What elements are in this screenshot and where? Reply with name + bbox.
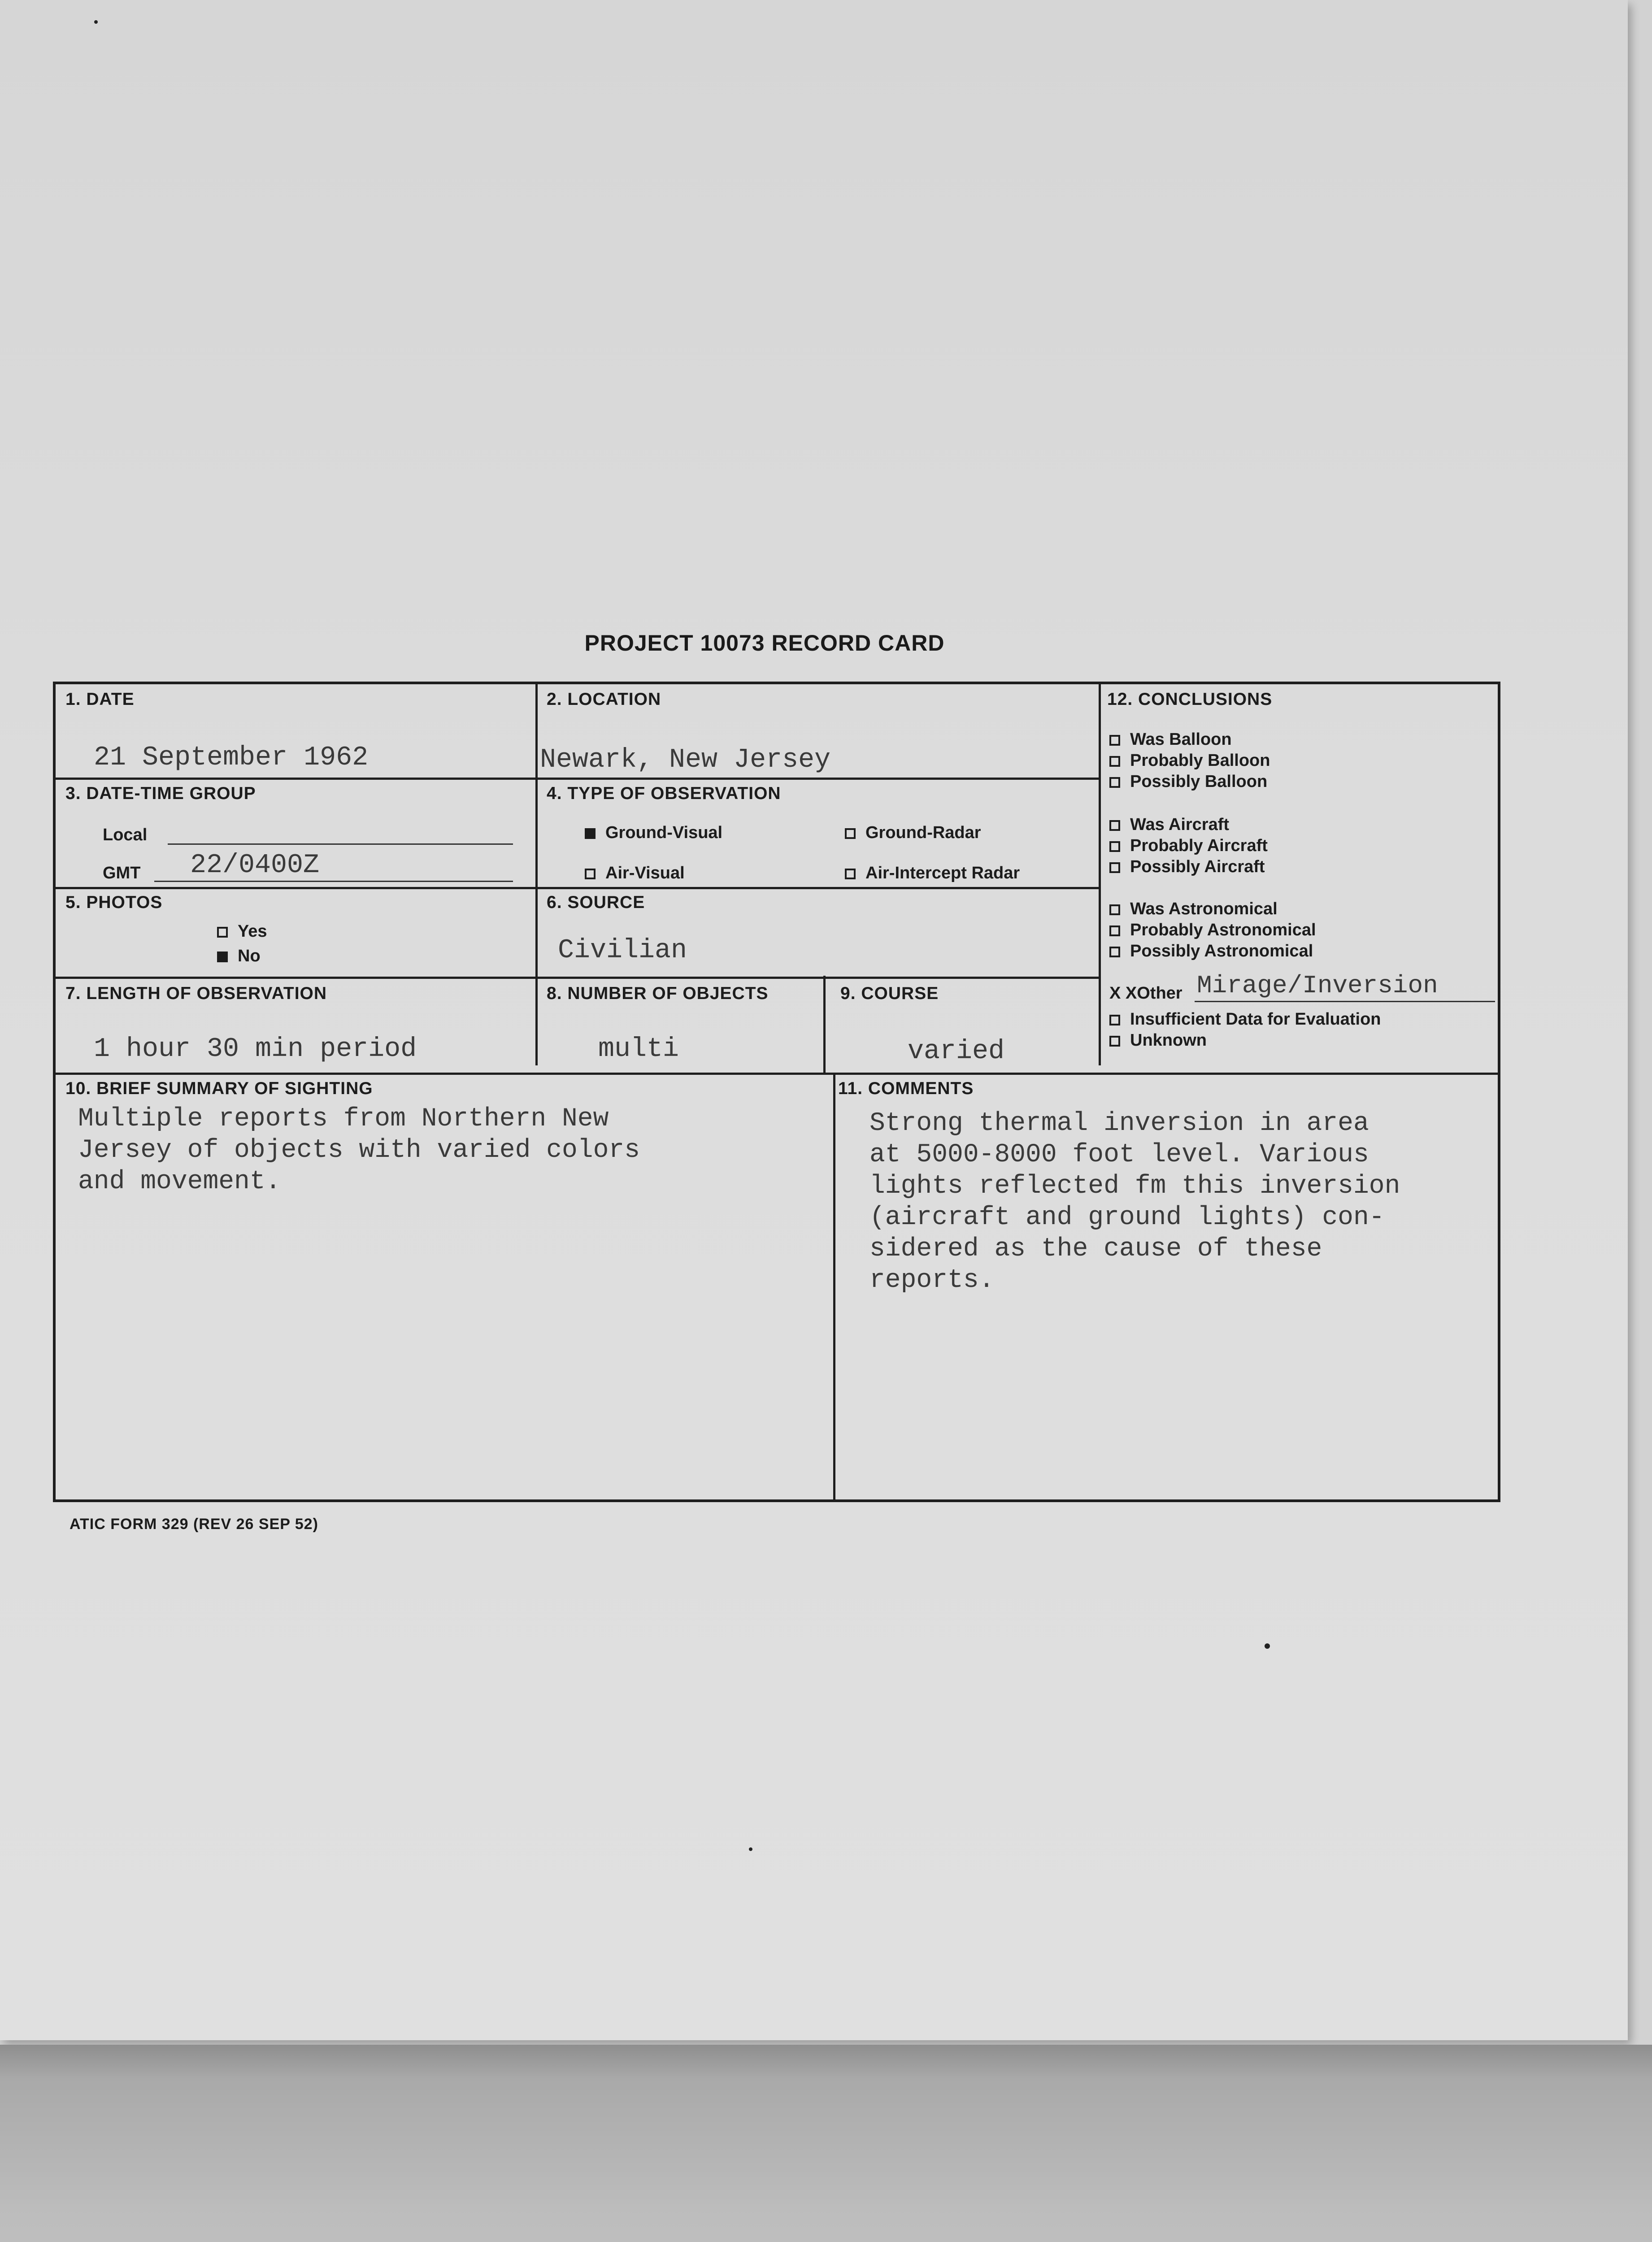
record-card (53, 682, 1500, 1502)
location-label: 2. LOCATION (547, 690, 661, 709)
checkbox-icon (1109, 735, 1120, 746)
checkbox-checked-icon (217, 952, 228, 962)
checkbox-icon (1109, 925, 1120, 936)
checkbox-icon (1109, 841, 1120, 852)
num-objects-label: 8. NUMBER OF OBJECTS (547, 984, 769, 1003)
dust-speck (1265, 1643, 1270, 1649)
conclusion-other: X XOther (1109, 984, 1182, 1003)
checkbox-checked-icon (585, 828, 596, 839)
form-id: ATIC FORM 329 (REV 26 SEP 52) (70, 1516, 318, 1533)
checkbox-icon (845, 828, 856, 839)
course-label: 9. COURSE (840, 984, 939, 1003)
divider (535, 684, 538, 1065)
date-label: 1. DATE (65, 690, 135, 709)
checkbox-icon (585, 869, 596, 879)
conclusion-item: Possibly Balloon (1109, 771, 1270, 792)
checkbox-icon (1109, 862, 1120, 873)
gmt-value: 22/0400Z (190, 850, 320, 881)
location-value: Newark, New Jersey (540, 745, 831, 775)
other-underline (1195, 1001, 1495, 1002)
gmt-underline (154, 881, 513, 882)
divider (56, 977, 1100, 979)
conclusion-item: Possibly Aircraft (1109, 856, 1268, 878)
divider (56, 887, 1100, 889)
observation-type-label: 4. TYPE OF OBSERVATION (547, 784, 781, 803)
checkbox-icon (1109, 904, 1120, 915)
conclusions-aircraft-group (1109, 814, 1268, 878)
checkbox-icon (1109, 777, 1120, 788)
gmt-label: GMT (103, 864, 141, 882)
option-air-intercept-radar: Air-Intercept Radar (845, 864, 1020, 883)
conclusion-item: Insufficient Data for Evaluation (1109, 1009, 1381, 1030)
divider (823, 976, 826, 1074)
source-label: 6. SOURCE (547, 893, 645, 912)
conclusions-balloon-group (1109, 729, 1270, 792)
divider (56, 1073, 1500, 1075)
conclusion-item: Was Aircraft (1109, 814, 1268, 835)
length-label: 7. LENGTH OF OBSERVATION (65, 984, 327, 1003)
conclusions-tail-group (1109, 1009, 1381, 1051)
option-ground-visual: Ground-Visual (585, 823, 722, 843)
conclusion-item: Was Balloon (1109, 729, 1270, 750)
summary-label: 10. BRIEF SUMMARY OF SIGHTING (65, 1079, 373, 1098)
conclusion-item: Was Astronomical (1109, 899, 1316, 920)
local-underline (168, 843, 513, 845)
option-ground-radar: Ground-Radar (845, 823, 981, 843)
datetime-group-label: 3. DATE-TIME GROUP (65, 784, 256, 803)
divider (56, 778, 1100, 780)
checkbox-icon (1109, 1015, 1120, 1025)
photos-label: 5. PHOTOS (65, 893, 163, 912)
summary-text: Multiple reports from Northern New Jersey of objects with varied colors and movement. (78, 1104, 640, 1196)
num-objects-value: multi (598, 1034, 679, 1065)
background-surface (0, 2045, 1652, 2242)
conclusion-item: Probably Astronomical (1109, 920, 1316, 941)
checkbox-icon (845, 869, 856, 879)
card-title: PROJECT 10073 RECORD CARD (584, 630, 945, 656)
checkbox-icon (1109, 1036, 1120, 1047)
photos-no: No (217, 947, 261, 966)
other-value: Mirage/Inversion (1197, 971, 1438, 1000)
checkbox-icon (1109, 947, 1120, 957)
dust-speck (749, 1847, 752, 1851)
checkbox-icon (1109, 756, 1120, 767)
conclusions-astronomical-group (1109, 899, 1316, 962)
conclusions-label: 12. CONCLUSIONS (1107, 690, 1273, 709)
option-air-visual: Air-Visual (585, 864, 685, 883)
date-value: 21 September 1962 (94, 743, 369, 773)
local-label: Local (103, 826, 148, 844)
checkbox-icon (217, 927, 228, 938)
dust-speck (94, 20, 98, 24)
source-value: Civilian (558, 935, 687, 966)
photos-yes: Yes (217, 922, 267, 941)
divider (1099, 684, 1101, 1065)
comments-text: Strong thermal inversion in area at 5000-8000 foot level. Various lights reflected fm this inversion (aircraft and ground lights) con- sidered as the cause of these reports. (869, 1109, 1400, 1295)
conclusion-item: Probably Aircraft (1109, 835, 1268, 856)
length-value: 1 hour 30 min period (94, 1034, 417, 1065)
checkbox-icon (1109, 820, 1120, 831)
comments-label: 11. COMMENTS (838, 1079, 974, 1098)
course-value: varied (908, 1036, 1005, 1067)
conclusion-item: Possibly Astronomical (1109, 941, 1316, 962)
divider (833, 1074, 835, 1500)
other-mark: X X (1109, 984, 1137, 1003)
conclusion-item: Unknown (1109, 1030, 1381, 1051)
conclusion-item: Probably Balloon (1109, 750, 1270, 771)
